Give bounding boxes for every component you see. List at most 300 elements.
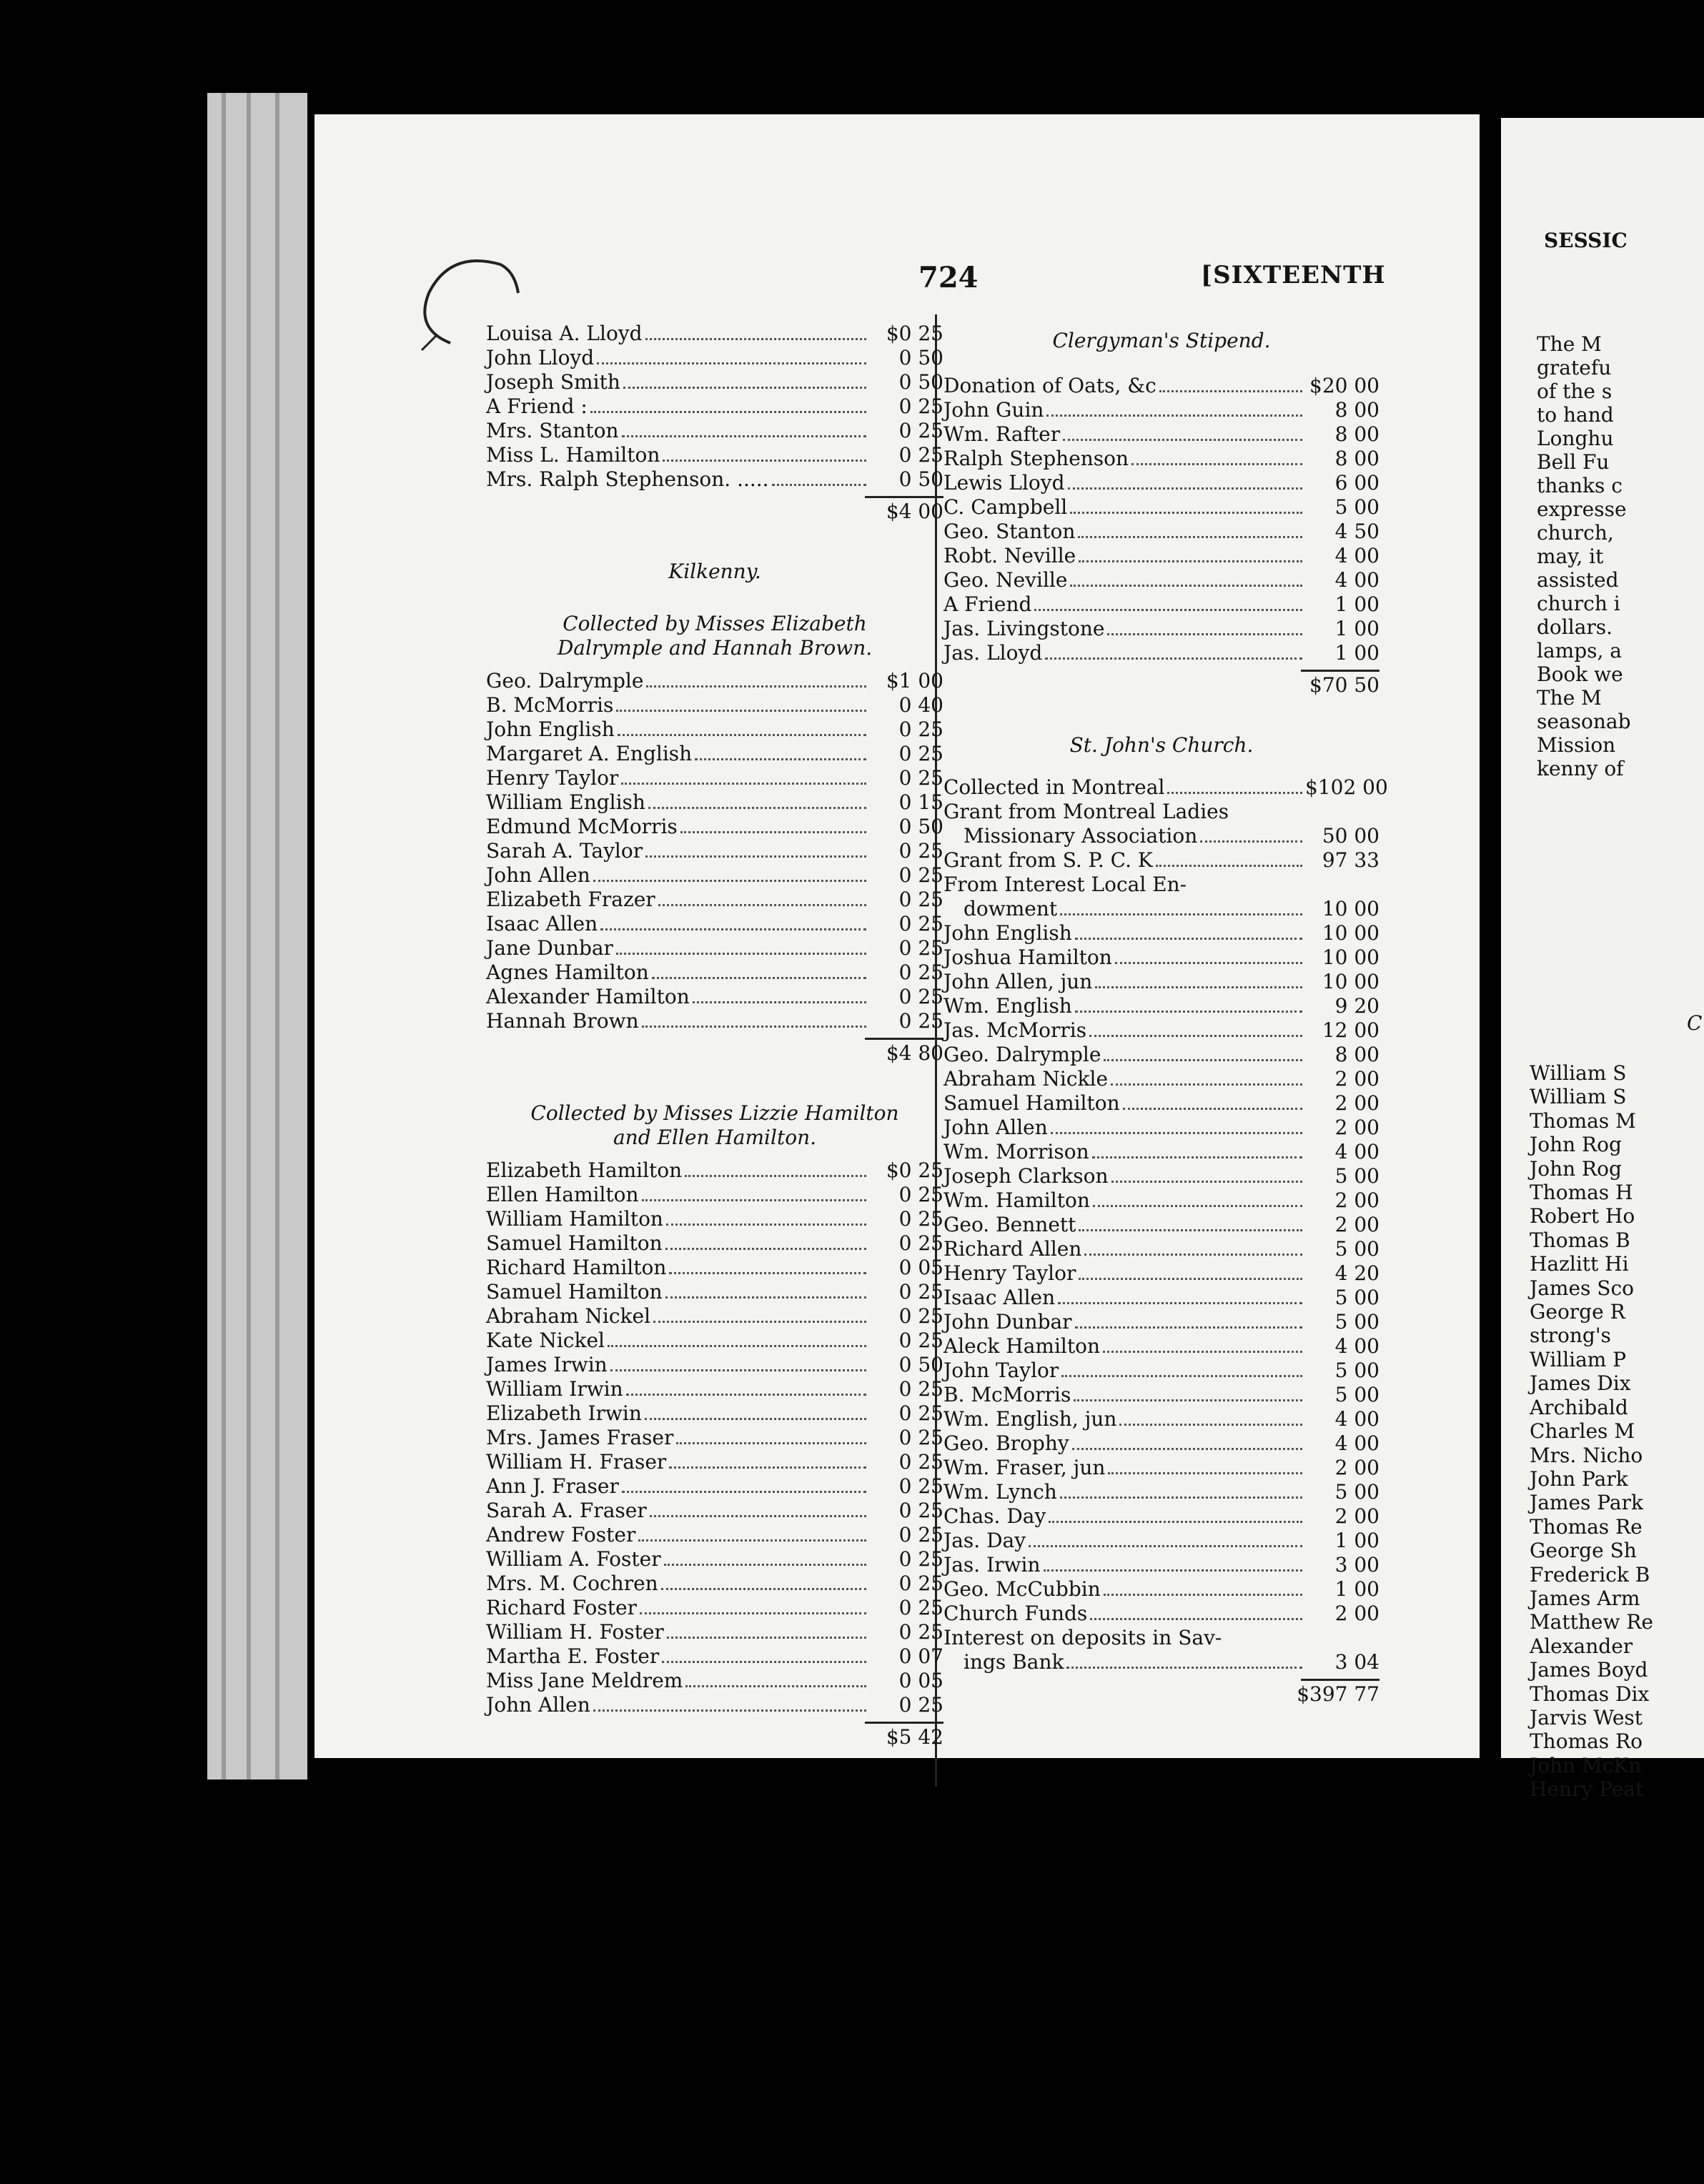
entry-amount: 8 00 xyxy=(1334,422,1379,446)
dot-leader xyxy=(642,1199,866,1201)
dot-leader xyxy=(650,1515,866,1517)
list-item xyxy=(943,398,1379,422)
entry-name: John Taylor xyxy=(943,1359,1059,1382)
entry-amount: 2 00 xyxy=(1334,1091,1379,1115)
entry-name: Andrew Foster xyxy=(486,1523,636,1547)
facing-page-line: kenny of xyxy=(1537,757,1624,780)
dot-leader xyxy=(1111,1181,1302,1183)
entry-name: Grant from Montreal Ladies xyxy=(943,800,1229,823)
entry-name: William English xyxy=(486,790,645,814)
facing-page-name: James Sco xyxy=(1530,1276,1635,1300)
list-item xyxy=(486,443,943,467)
entry-amount: 0 25 xyxy=(898,1523,943,1547)
dot-leader xyxy=(1159,390,1302,392)
entry-amount: 6 00 xyxy=(1334,471,1379,495)
facing-page-name: Thomas Re xyxy=(1530,1514,1643,1539)
dot-leader xyxy=(664,1564,866,1566)
kilkenny-total: $4 80 xyxy=(886,1041,943,1065)
entry-name: Interest on deposits in Sav- xyxy=(943,1626,1222,1649)
entry-name: Geo. Neville xyxy=(943,568,1068,592)
list-item xyxy=(943,641,1379,665)
entry-name: Isaac Allen xyxy=(943,1286,1056,1309)
entry-name: John Dunbar xyxy=(943,1310,1072,1334)
dot-leader xyxy=(1068,487,1302,490)
facing-page-name: George Sh xyxy=(1530,1539,1637,1563)
entry-amount: 0 25 xyxy=(898,1620,943,1644)
list-item xyxy=(486,1280,943,1304)
list-item xyxy=(943,970,1379,994)
entry-amount: 0 07 xyxy=(898,1644,943,1668)
entry-amount: 0 15 xyxy=(898,790,943,814)
dot-leader xyxy=(1089,1035,1302,1037)
list-item xyxy=(486,1499,943,1523)
dot-leader xyxy=(626,1394,866,1396)
entry-amount: 4 00 xyxy=(1334,1407,1379,1431)
list-item xyxy=(486,1256,943,1280)
entry-name: C. Campbell xyxy=(943,495,1068,519)
dot-leader xyxy=(1075,1326,1302,1329)
entry-amount: 4 00 xyxy=(1334,544,1379,567)
entry-name: William H. Foster xyxy=(486,1620,664,1644)
list-item xyxy=(943,592,1379,617)
entry-amount: 3 00 xyxy=(1334,1553,1379,1577)
entry-amount: 0 50 xyxy=(898,370,943,394)
facing-page-line: gratefu xyxy=(1537,356,1612,379)
list-item xyxy=(486,1207,943,1231)
entry-name: A Friend xyxy=(943,592,1032,616)
entry-amount: 3 04 xyxy=(1334,1650,1379,1674)
facing-page-name: Charles M xyxy=(1530,1419,1635,1444)
facing-page-line: Mission xyxy=(1537,733,1616,757)
entry-amount: 5 00 xyxy=(1334,1383,1379,1406)
section-title-stipend: Clergyman's Stipend. xyxy=(1052,329,1271,352)
facing-page-name: Frederick B xyxy=(1530,1562,1650,1587)
entry-amount: 0 50 xyxy=(898,1353,943,1376)
dot-leader xyxy=(600,928,866,930)
entry-name: John Guin xyxy=(943,398,1044,422)
total-rule xyxy=(865,1038,943,1040)
entry-name: William H. Fraser xyxy=(486,1450,667,1474)
dot-leader xyxy=(685,1685,866,1687)
dot-leader xyxy=(1051,1132,1302,1134)
entry-name: Richard Allen xyxy=(943,1237,1082,1261)
list-item xyxy=(943,1553,1379,1577)
entry-name: James Irwin xyxy=(486,1353,608,1376)
dot-leader xyxy=(772,484,866,486)
entry-amount: 0 25 xyxy=(898,961,943,984)
dot-leader xyxy=(638,1539,866,1542)
list-item xyxy=(486,322,943,346)
entry-name: Geo. Bennett xyxy=(943,1213,1076,1236)
section-title-kilkenny: Kilkenny. xyxy=(668,560,761,583)
entry-amount: 0 40 xyxy=(898,693,943,717)
entry-name: Abraham Nickle xyxy=(943,1067,1109,1091)
dot-leader xyxy=(608,1345,866,1347)
entry-name: Mrs. James Fraser xyxy=(486,1426,674,1449)
dot-leader xyxy=(1123,1108,1302,1110)
list-item xyxy=(943,1480,1379,1504)
entry-name: Wm. English xyxy=(943,994,1072,1018)
dot-leader xyxy=(1131,463,1302,465)
entry-amount: $1 00 xyxy=(886,669,943,693)
entry-name: Elizabeth Frazer xyxy=(486,888,655,911)
list-item xyxy=(486,766,943,790)
entry-amount: 5 00 xyxy=(1334,1480,1379,1504)
entry-name: Geo. Brophy xyxy=(943,1431,1069,1455)
page-edge xyxy=(222,93,226,1780)
entry-name: Wm. Rafter xyxy=(943,422,1061,446)
facing-page-name: Robert Ho xyxy=(1530,1204,1635,1228)
entry-name: Sarah A. Taylor xyxy=(486,839,643,863)
st-johns-entry-list xyxy=(943,775,1388,1674)
dot-leader xyxy=(1060,1496,1302,1499)
entry-name: Jas. Lloyd xyxy=(943,641,1043,665)
facing-page-name: Henry Peat xyxy=(1530,1777,1644,1802)
facing-page-section-letter: C xyxy=(1687,1011,1703,1035)
dot-leader xyxy=(622,1491,866,1493)
dot-leader xyxy=(685,1175,866,1177)
left-page xyxy=(314,114,1480,1758)
entry-amount: 9 20 xyxy=(1334,994,1379,1018)
dot-leader xyxy=(1095,986,1302,988)
entry-name: Edmund McMorris xyxy=(486,815,678,838)
list-item xyxy=(943,1286,1379,1310)
list-item xyxy=(486,790,943,815)
entry-amount: 4 00 xyxy=(1334,1431,1379,1455)
entry-amount: 2 00 xyxy=(1334,1116,1379,1139)
entry-name: Ellen Hamilton xyxy=(486,1183,639,1206)
entry-name: Henry Taylor xyxy=(943,1261,1076,1285)
facing-page-name-list xyxy=(1530,1061,1653,1802)
facing-page-line: of the s xyxy=(1537,379,1613,403)
total-rule xyxy=(865,496,943,498)
entry-amount: 0 25 xyxy=(898,1304,943,1328)
entry-amount: 4 00 xyxy=(1334,568,1379,592)
entry-amount: 0 25 xyxy=(898,1572,943,1595)
list-item xyxy=(943,544,1379,568)
entry-amount: 2 00 xyxy=(1334,1213,1379,1236)
facing-page-line: The M xyxy=(1537,686,1602,710)
entry-name: Mrs. M. Cochren xyxy=(486,1572,658,1595)
list-item xyxy=(943,1091,1379,1116)
entry-amount: 12 00 xyxy=(1322,1018,1379,1042)
entry-name: B. McMorris xyxy=(943,1383,1071,1406)
dot-leader xyxy=(653,1321,866,1323)
entry-amount: 0 25 xyxy=(898,1329,943,1352)
list-item xyxy=(486,985,943,1009)
st-johns-total: $397 77 xyxy=(1297,1682,1379,1706)
entry-amount: 0 25 xyxy=(898,419,943,442)
entry-name: Donation of Oats, &c xyxy=(943,374,1156,397)
dot-leader xyxy=(593,880,866,882)
entry-name: Jane Dunbar xyxy=(486,936,613,960)
dot-leader xyxy=(593,1709,866,1712)
entry-amount: 0 25 xyxy=(898,1596,943,1619)
entry-amount: 1 00 xyxy=(1334,592,1379,616)
facing-page-line: Longhu xyxy=(1537,427,1614,450)
list-item xyxy=(943,1383,1379,1407)
list-item xyxy=(943,374,1379,398)
facing-page-name: Hazlitt Hi xyxy=(1530,1252,1629,1276)
entry-name: Margaret A. English xyxy=(486,742,693,765)
entry-amount: 10 00 xyxy=(1322,945,1379,969)
entry-name: A Friend : xyxy=(486,394,588,418)
facing-page-name: John McKn xyxy=(1530,1753,1642,1777)
list-item xyxy=(943,1018,1379,1043)
dot-leader xyxy=(666,1223,866,1226)
dot-leader xyxy=(1063,439,1302,441)
list-item xyxy=(486,815,943,839)
running-head: [SIXTEENTH xyxy=(1201,261,1386,289)
dot-leader xyxy=(616,953,866,955)
list-item xyxy=(486,1401,943,1426)
list-item xyxy=(486,1644,943,1669)
facing-page-name: Matthew Re xyxy=(1530,1610,1653,1634)
entry-amount: 50 00 xyxy=(1322,824,1379,848)
entry-name: Hannah Brown xyxy=(486,1009,639,1033)
entry-amount: 5 00 xyxy=(1334,1286,1379,1309)
entry-amount: 0 25 xyxy=(898,1280,943,1304)
facing-page-line: dollars. xyxy=(1537,615,1613,639)
facing-page-name: James Park xyxy=(1530,1491,1643,1515)
entry-amount: 0 05 xyxy=(898,1256,943,1279)
entry-name: Elizabeth Irwin xyxy=(486,1401,642,1425)
entry-name: Joshua Hamilton xyxy=(943,945,1112,969)
entry-name: Richard Foster xyxy=(486,1596,637,1619)
dot-leader xyxy=(663,460,866,462)
list-item xyxy=(486,912,943,936)
list-item xyxy=(943,1043,1379,1067)
entry-name: Jas. McMorris xyxy=(943,1018,1087,1042)
dot-leader xyxy=(667,1637,866,1639)
entry-amount: 5 00 xyxy=(1334,1237,1379,1261)
dot-leader xyxy=(1066,1667,1302,1669)
list-item xyxy=(486,669,943,693)
hamilton-subtitle-line1: Collected by Misses Lizzie Hamilton xyxy=(530,1101,899,1125)
entry-amount: 0 25 xyxy=(898,1401,943,1425)
stipend-total: $70 50 xyxy=(1309,673,1379,697)
entry-name: ings Bank xyxy=(964,1650,1064,1674)
entry-name: Missionary Association xyxy=(964,824,1198,848)
entry-amount: 8 00 xyxy=(1334,447,1379,470)
facing-page-line: seasonab xyxy=(1537,710,1631,733)
facing-page-line: Book we xyxy=(1537,662,1623,686)
list-item xyxy=(486,961,943,985)
facing-page-name: John Rog xyxy=(1530,1156,1622,1181)
entry-name: Collected in Montreal xyxy=(943,775,1165,799)
list-item xyxy=(943,1431,1379,1456)
dot-leader xyxy=(680,831,866,833)
dot-leader xyxy=(665,1296,866,1299)
entry-amount: 0 25 xyxy=(898,1426,943,1449)
list-item xyxy=(943,1310,1379,1334)
dot-leader xyxy=(661,1588,866,1590)
dot-leader xyxy=(1075,1011,1302,1013)
entry-amount: 0 25 xyxy=(898,1693,943,1717)
dot-leader xyxy=(1119,1424,1302,1426)
entry-amount: 2 00 xyxy=(1334,1188,1379,1212)
entry-amount: 2 00 xyxy=(1334,1602,1379,1625)
entry-name: Aleck Hamilton xyxy=(943,1334,1101,1358)
dot-leader xyxy=(1104,1594,1302,1596)
facing-page-name: Jarvis West xyxy=(1530,1705,1643,1729)
entry-name: William Irwin xyxy=(486,1377,623,1401)
list-item xyxy=(943,447,1379,471)
dot-leader xyxy=(645,1418,866,1420)
entry-name: Mrs. Ralph Stephenson. ..... xyxy=(486,467,769,491)
facing-page-name: William P xyxy=(1530,1347,1627,1371)
dot-leader xyxy=(642,1026,866,1028)
list-item xyxy=(943,1237,1379,1261)
entry-amount: 10 00 xyxy=(1322,970,1379,993)
entry-amount: 5 00 xyxy=(1334,1164,1379,1188)
facing-page-line: to hand xyxy=(1537,403,1614,427)
entry-amount: 0 25 xyxy=(898,1499,943,1522)
list-item xyxy=(486,1377,943,1401)
facing-page-name: James Dix xyxy=(1530,1371,1631,1396)
entry-amount: 5 00 xyxy=(1334,495,1379,519)
dot-leader xyxy=(1034,609,1302,611)
dot-leader xyxy=(621,783,866,785)
entry-name: B. McMorris xyxy=(486,693,614,717)
dot-leader xyxy=(1058,1302,1302,1304)
entry-amount: 1 00 xyxy=(1334,617,1379,640)
entry-name: Joseph Smith xyxy=(486,370,620,394)
dot-leader xyxy=(676,1442,866,1444)
list-item xyxy=(943,1577,1379,1602)
entry-name: Robt. Neville xyxy=(943,544,1076,567)
entry-amount: 0 25 xyxy=(898,936,943,960)
list-item xyxy=(943,568,1379,592)
dot-leader xyxy=(1104,1059,1302,1061)
entry-amount: 0 25 xyxy=(898,1009,943,1033)
dot-leader xyxy=(1200,840,1302,843)
dot-leader xyxy=(669,1466,866,1469)
list-item xyxy=(486,1304,943,1329)
entry-amount: 0 50 xyxy=(898,815,943,838)
dot-leader xyxy=(610,1369,866,1371)
list-item xyxy=(486,1231,943,1256)
entry-amount: 1 00 xyxy=(1334,1577,1379,1601)
facing-page-line: Bell Fu xyxy=(1537,450,1610,474)
kilkenny-entry-list xyxy=(486,669,943,1033)
dot-leader xyxy=(669,1272,866,1274)
list-item xyxy=(486,1158,943,1183)
entry-amount: $0 25 xyxy=(886,322,943,345)
dot-leader xyxy=(622,435,866,437)
dot-leader xyxy=(646,685,866,688)
entry-name: Ralph Stephenson xyxy=(943,447,1129,470)
list-item xyxy=(486,1572,943,1596)
list-item xyxy=(486,888,943,912)
dot-leader xyxy=(645,338,866,340)
entry-name: Wm. Morrison xyxy=(943,1140,1089,1163)
top-total: $4 00 xyxy=(886,500,943,523)
entry-name: Martha E. Foster xyxy=(486,1644,660,1668)
total-rule xyxy=(1301,670,1379,672)
list-item xyxy=(943,1359,1379,1383)
dot-leader xyxy=(1167,792,1302,794)
entry-amount: 10 00 xyxy=(1322,921,1379,945)
list-item xyxy=(486,1183,943,1207)
hamilton-subtitle-line2: and Ellen Hamilton. xyxy=(613,1126,817,1149)
entry-name: Ann J. Fraser xyxy=(486,1474,619,1498)
list-item xyxy=(486,936,943,961)
entry-name: John Allen xyxy=(486,1693,590,1717)
entry-name: Wm. Fraser, jun xyxy=(943,1456,1106,1479)
total-rule xyxy=(1301,1679,1379,1681)
entry-amount: 0 50 xyxy=(898,346,943,369)
entry-amount: 0 25 xyxy=(898,1450,943,1474)
facing-page-name: Alexander xyxy=(1530,1634,1633,1658)
entry-name: Geo. Dalrymple xyxy=(486,669,644,693)
dot-leader xyxy=(648,807,866,809)
dot-leader xyxy=(1075,938,1302,940)
list-item xyxy=(943,945,1379,970)
list-item xyxy=(943,1602,1379,1626)
dot-leader xyxy=(1049,1521,1302,1523)
facing-page-name: Thomas Dix xyxy=(1530,1682,1650,1706)
list-item xyxy=(486,693,943,718)
list-item xyxy=(486,1523,943,1547)
list-item xyxy=(486,1009,943,1033)
entry-name: Church Funds xyxy=(943,1602,1088,1625)
list-item xyxy=(486,346,943,370)
facing-page-name: James Boyd xyxy=(1530,1658,1648,1682)
page-edge xyxy=(247,93,251,1780)
list-item xyxy=(943,422,1379,447)
dot-leader xyxy=(1111,1083,1302,1086)
entry-amount: 0 25 xyxy=(898,1547,943,1571)
dot-leader xyxy=(665,1248,866,1250)
entry-amount: 0 25 xyxy=(898,888,943,911)
facing-page-line: expresse xyxy=(1537,497,1627,521)
book-page-stack xyxy=(207,93,307,1780)
entry-name: John Lloyd xyxy=(486,346,595,369)
dot-leader xyxy=(1103,1351,1302,1353)
entry-name: John English xyxy=(943,921,1072,945)
entry-name: William Hamilton xyxy=(486,1207,663,1231)
dot-leader xyxy=(1156,865,1302,867)
entry-name: Samuel Hamilton xyxy=(943,1091,1120,1115)
dot-leader xyxy=(1060,913,1302,915)
facing-page-heading: SESSIC xyxy=(1544,229,1628,252)
entry-name: John English xyxy=(486,718,615,741)
facing-page-name: John Park xyxy=(1530,1466,1628,1491)
entry-name: Sarah A. Fraser xyxy=(486,1499,647,1522)
entry-amount: 5 00 xyxy=(1334,1310,1379,1334)
facing-page-name: Thomas Ro xyxy=(1530,1729,1643,1754)
facing-page-line: thanks c xyxy=(1537,474,1623,497)
entry-name: Geo. Stanton xyxy=(943,520,1076,543)
dot-leader xyxy=(1079,560,1302,562)
entry-amount: $20 00 xyxy=(1309,374,1379,397)
entry-name: John Allen, jun xyxy=(943,970,1093,993)
dot-leader xyxy=(590,411,866,413)
entry-amount: 0 25 xyxy=(898,839,943,863)
dot-leader xyxy=(1115,962,1302,964)
list-item xyxy=(943,848,1379,873)
list-item xyxy=(943,1407,1379,1431)
entry-amount: $102 00 xyxy=(1305,775,1388,799)
dot-leader xyxy=(693,1001,866,1003)
entry-name: Agnes Hamilton xyxy=(486,961,649,984)
right-column xyxy=(943,322,1388,1707)
entry-name: Samuel Hamilton xyxy=(486,1231,663,1255)
list-item xyxy=(486,370,943,394)
list-item xyxy=(486,1353,943,1377)
entry-name: Jas. Day xyxy=(943,1529,1026,1552)
